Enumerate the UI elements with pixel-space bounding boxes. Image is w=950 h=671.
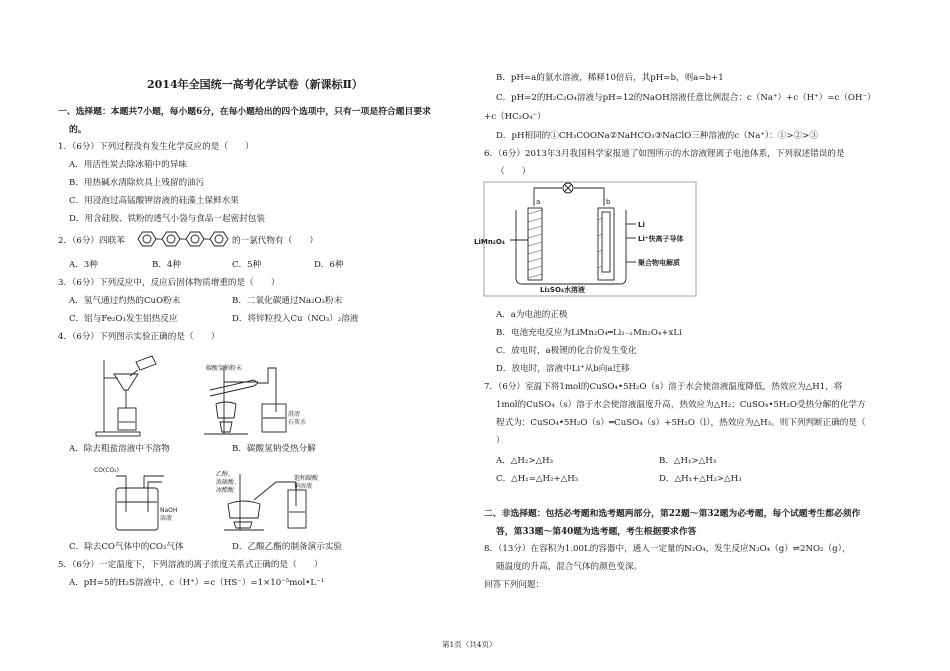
section-heading-choice-cont: 的。 [69, 125, 87, 135]
fig-d-label2-line2: 钠溶液 [294, 483, 313, 490]
q5-option-c-line1: C．pH=2的H₂C₂O₄溶液与pH=12的NaOH溶液任意比例混合：c（Na⁺）+c（H⁺）=c（OH⁻） [496, 93, 876, 103]
q6-stem-line2: （ ） [496, 167, 531, 177]
q7-option-d: D．△H₁+△H₂>△H₃ [659, 474, 742, 484]
q6-option-d: D．放电时，溶液中Li⁺从b向a迁移 [496, 364, 630, 374]
q3-option-c: C．铝与Fe₂O₃发生铝热反应 [69, 314, 178, 324]
q2-option-b: B．4种 [152, 260, 181, 270]
q4-option-c: C．除去CO气体中的CO₂气体 [69, 542, 184, 552]
q4-option-d: D．乙酸乙酯的制备演示实验 [232, 542, 343, 552]
fig-c-label2-line1: NaOH [160, 507, 178, 514]
page-title: 2014年全国统一高考化学试卷（新课标Ⅱ） [147, 78, 363, 91]
q5-option-d: D．pH相同的①CH₃COONa②NaHCO₃③NaClO三种溶液的c（Na⁺）：①>②>③ [496, 131, 818, 141]
li-label: Li [638, 221, 645, 229]
q2-option-c: C．5种 [232, 260, 262, 270]
q2-option-d: D．6种 [314, 260, 344, 270]
electrode-b-label: b [606, 198, 611, 206]
q8-stem-line1: 8．（13分）在容积为1.00L的容器中，通入一定量的N₂O₄，发生反应N₂O₄（g）⇌2NO₂（g）， [484, 544, 851, 554]
q3-option-b: B．二氧化碳通过Na₂O₂粉末 [232, 296, 343, 306]
polymer-electrolyte-label: 聚合物电解质 [638, 259, 680, 267]
fig-c-label: CO(CO₂) [94, 467, 119, 474]
q5-option-a: A．pH=5的H₂S溶液中，c（H⁺）=c（HS⁻）=1×10⁻⁵mol•L⁻¹ [69, 578, 325, 588]
fig-d-label-line1: 乙醇、 [216, 471, 235, 478]
gas-washing-bottle-figure [92, 466, 192, 534]
fig-d-label2-line1: 饱和碳酸 [294, 475, 319, 482]
q4-option-b: B．碳酸氢钠受热分解 [232, 444, 316, 454]
q3-option-a: A．氢气通过灼热的CuO粉末 [69, 296, 181, 306]
fig-b-label: 碳酸氢钠粉末 [206, 365, 243, 372]
section-heading-choice: 一、选择题：本题共7小题，每小题6分，在每小题给出的四个选项中，只有一项是符合题目要求 [58, 107, 431, 117]
section-heading-nonchoice-cont: 答，第33题～第40题为选考题，考生根据要求作答 [496, 527, 697, 537]
q2-stem-pre: 2．（6分）四联苯 [58, 236, 125, 246]
q1-option-d: D．用含硅胶、铁粉的透气小袋与食品一起密封包装 [69, 214, 265, 224]
q5-option-b: B．pH=a的氨水溶液，稀释10倍后，其pH=b，则a=b+1 [496, 73, 724, 83]
fast-ion-conductor-label: Li⁺快离子导体 [638, 235, 684, 243]
nahco3-heating-figure [196, 360, 308, 438]
section-heading-nonchoice: 二、非选择题：包括必考题和选考题两部分，第22题～第32题为必考题，每个试题考生都必须作 [484, 509, 861, 519]
fig-c-label2-line2: 溶液 [160, 515, 173, 522]
q4-stem: 4．（6分）下列图示实验正确的是（ ） [58, 332, 220, 342]
q3-option-d: D．将锌粒投入Cu（NO₃）₂溶液 [232, 314, 359, 324]
q7-option-a: A．△H₂>△H₃ [496, 456, 554, 466]
fig-b-label2-line2: 石灰水 [288, 419, 307, 426]
q8-stem-line2: 随温度的升高，混合气体的颜色变深。 [496, 562, 643, 572]
q8-stem-line3: 回答下列问题： [484, 580, 545, 590]
q7-stem-line2: 1mol的CuSO₄（s）溶于水会使溶液温度升高，热效应为△H₂；CuSO₄•5H₂O受热分解的化学方 [496, 400, 866, 410]
q3-stem: 3．（6分）下列反应中，反应后固体物质增重的是（ ） [58, 278, 280, 288]
q7-stem-line4: ） [496, 436, 505, 446]
ester-preparation-figure [214, 466, 326, 534]
fig-d-label-line2: 浓硫酸、 [216, 479, 241, 486]
q1-option-b: B．用热碱水清除炊具上残留的油污 [69, 178, 205, 188]
q1-option-a: A．用活性炭去除冰箱中的异味 [69, 160, 187, 170]
q6-stem-line1: 6．（6分）2013年3月我国科学家报道了如图所示的水溶液锂离子电池体系，下列叙述错误的是 [484, 149, 845, 159]
q1-stem: 1．（6分）下列过程没有发生化学反应的是（ ） [58, 142, 254, 152]
filtration-apparatus-figure [92, 352, 162, 438]
q6-option-a: A．a为电池的正极 [496, 310, 568, 320]
q5-option-c-line2: +c（HC₂O₄⁻） [484, 112, 546, 122]
q7-stem-line1: 7．（6分）室温下将1mol的CuSO₄•5H₂O（s）溶于水会使溶液温度降低，热效应为△H1，将 [484, 382, 843, 392]
q4-option-a: A．除去粗盐溶液中不溶物 [69, 444, 170, 454]
q7-option-b: B．△H₁>△H₃ [659, 456, 717, 466]
quaterphenyl-structure [134, 228, 230, 250]
q5-stem: 5．（6分）一定温度下，下列溶液的离子浓度关系式正确的是（ ） [58, 560, 323, 570]
fig-d-label-line3: 冰醋酸 [216, 487, 235, 494]
q2-option-a: A．3种 [69, 260, 98, 270]
limn2o4-label: LiMn₂O₄ [474, 238, 505, 246]
page-footer: 第1页（共4页） [442, 640, 497, 649]
lithium-battery-figure [470, 180, 700, 298]
q6-option-b: B．电池充电反应为LiMn₂O₄═Li₁₋ₓMn₂O₄+xLi [496, 328, 682, 338]
li2so4-solution-label: Li₂SO₄水溶液 [540, 286, 585, 294]
q2-stem-post: 的一氯代物有（ ） [232, 236, 318, 246]
q7-option-c: C．△H₁=△H₂+△H₃ [496, 474, 579, 484]
q1-option-c: C．用浸泡过高锰酸钾溶液的硅藻土保鲜水果 [69, 196, 239, 206]
fig-b-label2-line1: 澄清 [288, 411, 301, 418]
q6-option-c: C．放电时，a极锂的化合价发生变化 [496, 346, 637, 356]
q7-stem-line3: 程式为：CuSO₄•5H₂O（s）═CuSO₄（s）+5H₂O（l），热效应为△H₃。则下列判断正确的是（ [496, 418, 866, 428]
electrode-a-label: a [536, 198, 541, 206]
